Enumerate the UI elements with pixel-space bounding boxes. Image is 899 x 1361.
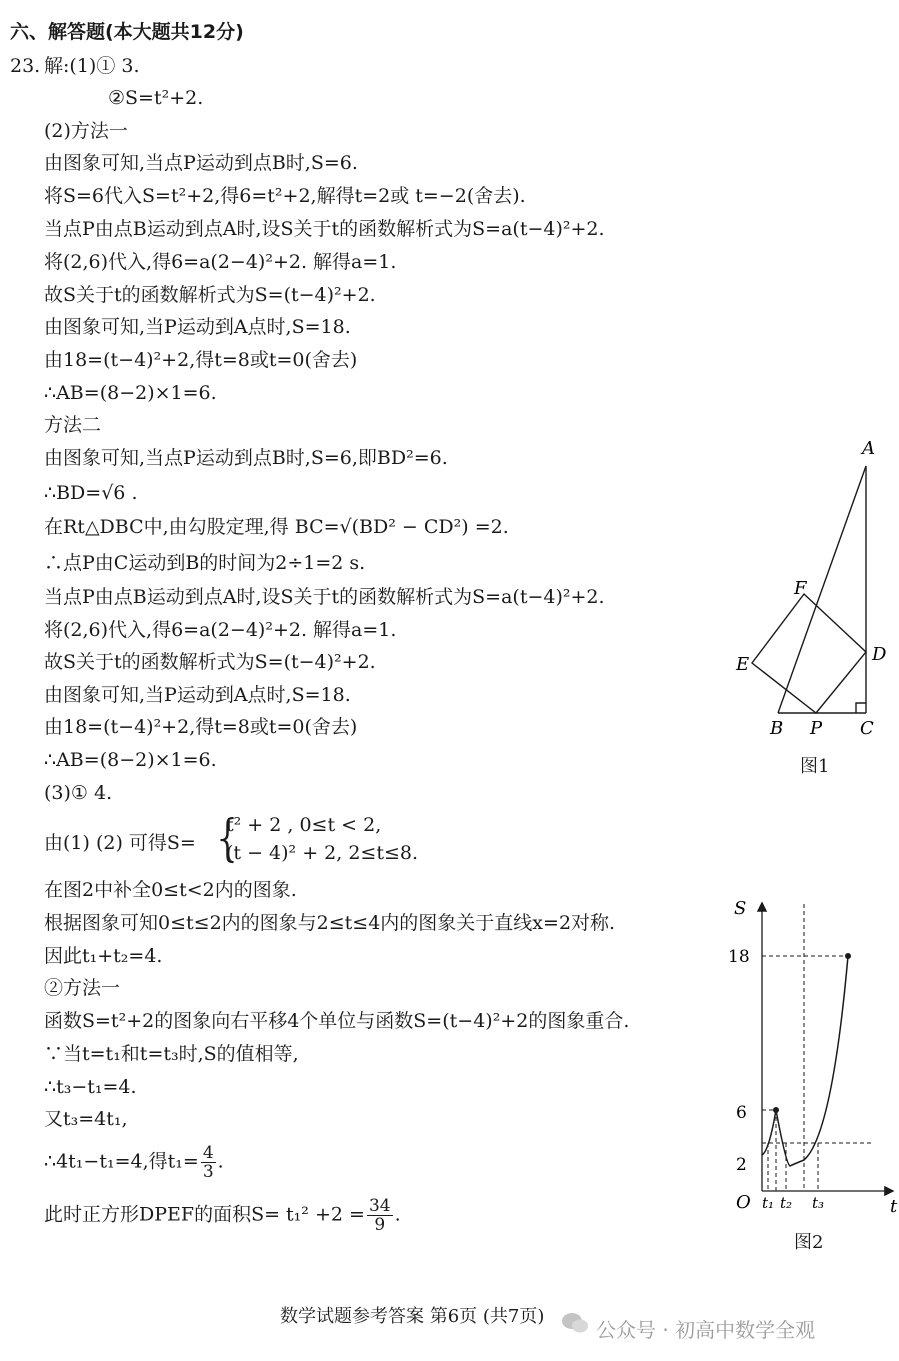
solution-line: ∴t₃−t₁=4. (44, 1076, 137, 1098)
t1-equation: ∴4t₁−t₁=4,得t₁= (44, 1150, 199, 1173)
solution-line: 当点P由点B运动到点A时,设S关于t的函数解析式为S=a(t−4)²+2. (44, 218, 605, 240)
solution-line: ∴4t₁−t₁=4,得t₁= $\frac{4}{3}$ . (44, 1143, 224, 1182)
axis-label-t: t (890, 1196, 898, 1217)
segment-AB (778, 466, 866, 713)
solution-line: (3)① 4. (44, 782, 113, 804)
solution-line: 又t₃=4t₁, (44, 1108, 128, 1130)
solution-line: 由图象可知,当P运动到A点时,S=18. (44, 684, 351, 706)
x-tick-t3: t₃ (812, 1194, 825, 1212)
curve-S (762, 956, 848, 1166)
solution-line: 由图象可知,当点P运动到点B时,S=6,即BD²=6. (44, 447, 448, 469)
y-tick-6: 6 (736, 1103, 747, 1123)
figure-2-caption: 图2 (794, 1232, 824, 1253)
section-heading: 六、解答题(本大题共12分) (10, 21, 244, 43)
solution-line: 根据图象可知0≤t≤2内的图象与2≤t≤4内的图象关于直线x=2对称. (44, 912, 616, 934)
solution-line: 在Rt△DBC中,由勾股定理,得 BC=√(BD² − CD²) =2. (44, 516, 509, 538)
solution-line: 函数S=t²+2的图象向右平移4个单位与函数S=(t−4)²+2的图象重合. (44, 1010, 630, 1032)
solution-line: 当点P由点B运动到点A时,设S关于t的函数解析式为S=a(t−4)²+2. (44, 586, 605, 608)
solution-line: 因此t₁+t₂=4. (44, 945, 163, 967)
solution-line: 由图象可知,当点P运动到点B时,S=6. (44, 152, 358, 174)
brace: { (212, 809, 244, 867)
point-2-6 (773, 1107, 779, 1113)
solution-line: 由18=(t−4)²+2,得t=8或t=0(舍去) (44, 716, 358, 738)
solution-line: 故S关于t的函数解析式为S=(t−4)²+2. (44, 284, 376, 306)
label-D: D (872, 644, 887, 665)
solution-line: ②方法一 (44, 977, 121, 999)
figure-1-diagram (730, 430, 895, 750)
x-tick-t2: t₂ (780, 1194, 793, 1212)
wechat-icon (560, 1310, 590, 1336)
figure-2-graph (724, 896, 899, 1226)
label-C: C (860, 718, 874, 739)
watermark-text: 公众号 · 初高中数学全观 (596, 1318, 816, 1342)
solution-line: ∵当t=t₁和t=t₃时,S的值相等, (44, 1043, 299, 1065)
x-tick-t1: t₁ (762, 1194, 775, 1212)
question-number: 23. (10, 55, 41, 77)
solution-line: 将(2,6)代入,得6=a(2−4)²+2. 解得a=1. (44, 251, 397, 273)
solution-line: 方法二 (44, 414, 102, 436)
solution-line: 将(2,6)代入,得6=a(2−4)²+2. 解得a=1. (44, 619, 397, 641)
point-8-18 (845, 953, 851, 959)
y-tick-18: 18 (728, 947, 750, 967)
right-angle-mark (856, 703, 866, 713)
solution-line: 解:(1)① 3. (44, 55, 140, 77)
solution-line: 此时正方形DPEF的面积S= t₁² +2 = $\frac{34}{9}$ . (44, 1196, 401, 1235)
solution-line: (2)方法一 (44, 120, 128, 142)
label-F: F (794, 578, 807, 599)
label-P: P (810, 718, 823, 739)
solution-line: ②S=t²+2. (108, 87, 204, 109)
solution-line: 由18=(t−4)²+2,得t=8或t=0(舍去) (44, 349, 358, 371)
fraction-34-9: $\frac{34}{9}$ (368, 1196, 391, 1235)
solution-line: 在图2中补全0≤t<2内的图象. (44, 879, 297, 901)
piecewise-case-1: t² + 2 , 0≤t < 2, (226, 814, 382, 836)
solution-line: ∴AB=(8−2)×1=6. (44, 382, 217, 404)
solution-line: ∴AB=(8−2)×1=6. (44, 749, 217, 771)
solution-line: ∴BD=√6 . (44, 482, 138, 504)
solution-line: 由图象可知,当P运动到A点时,S=18. (44, 316, 351, 338)
page-footer: 数学试题参考答案 第6页 (共7页) (280, 1306, 545, 1327)
figure-1-caption: 图1 (800, 756, 830, 777)
area-equation: 此时正方形DPEF的面积S= t₁² +2 = (44, 1203, 365, 1226)
label-A: A (862, 438, 875, 459)
fraction-4-3: $\frac{4}{3}$ (202, 1143, 214, 1182)
label-B: B (770, 718, 784, 739)
solution-line: ∴点P由C运动到B的时间为2÷1=2 s. (44, 552, 366, 574)
origin-label: O (736, 1192, 751, 1213)
solution-line: 故S关于t的函数解析式为S=(t−4)²+2. (44, 651, 376, 673)
label-E: E (736, 654, 750, 675)
piecewise-lead: 由(1) (2) 可得S= (44, 832, 196, 854)
solution-line: 将S=6代入S=t²+2,得6=t²+2,解得t=2或 t=−2(舍去). (44, 185, 526, 207)
square-DPEF (752, 594, 866, 713)
axis-label-S: S (734, 898, 747, 919)
piecewise-case-2: (t − 4)² + 2, 2≤t≤8. (226, 842, 419, 864)
y-tick-2: 2 (736, 1155, 747, 1175)
